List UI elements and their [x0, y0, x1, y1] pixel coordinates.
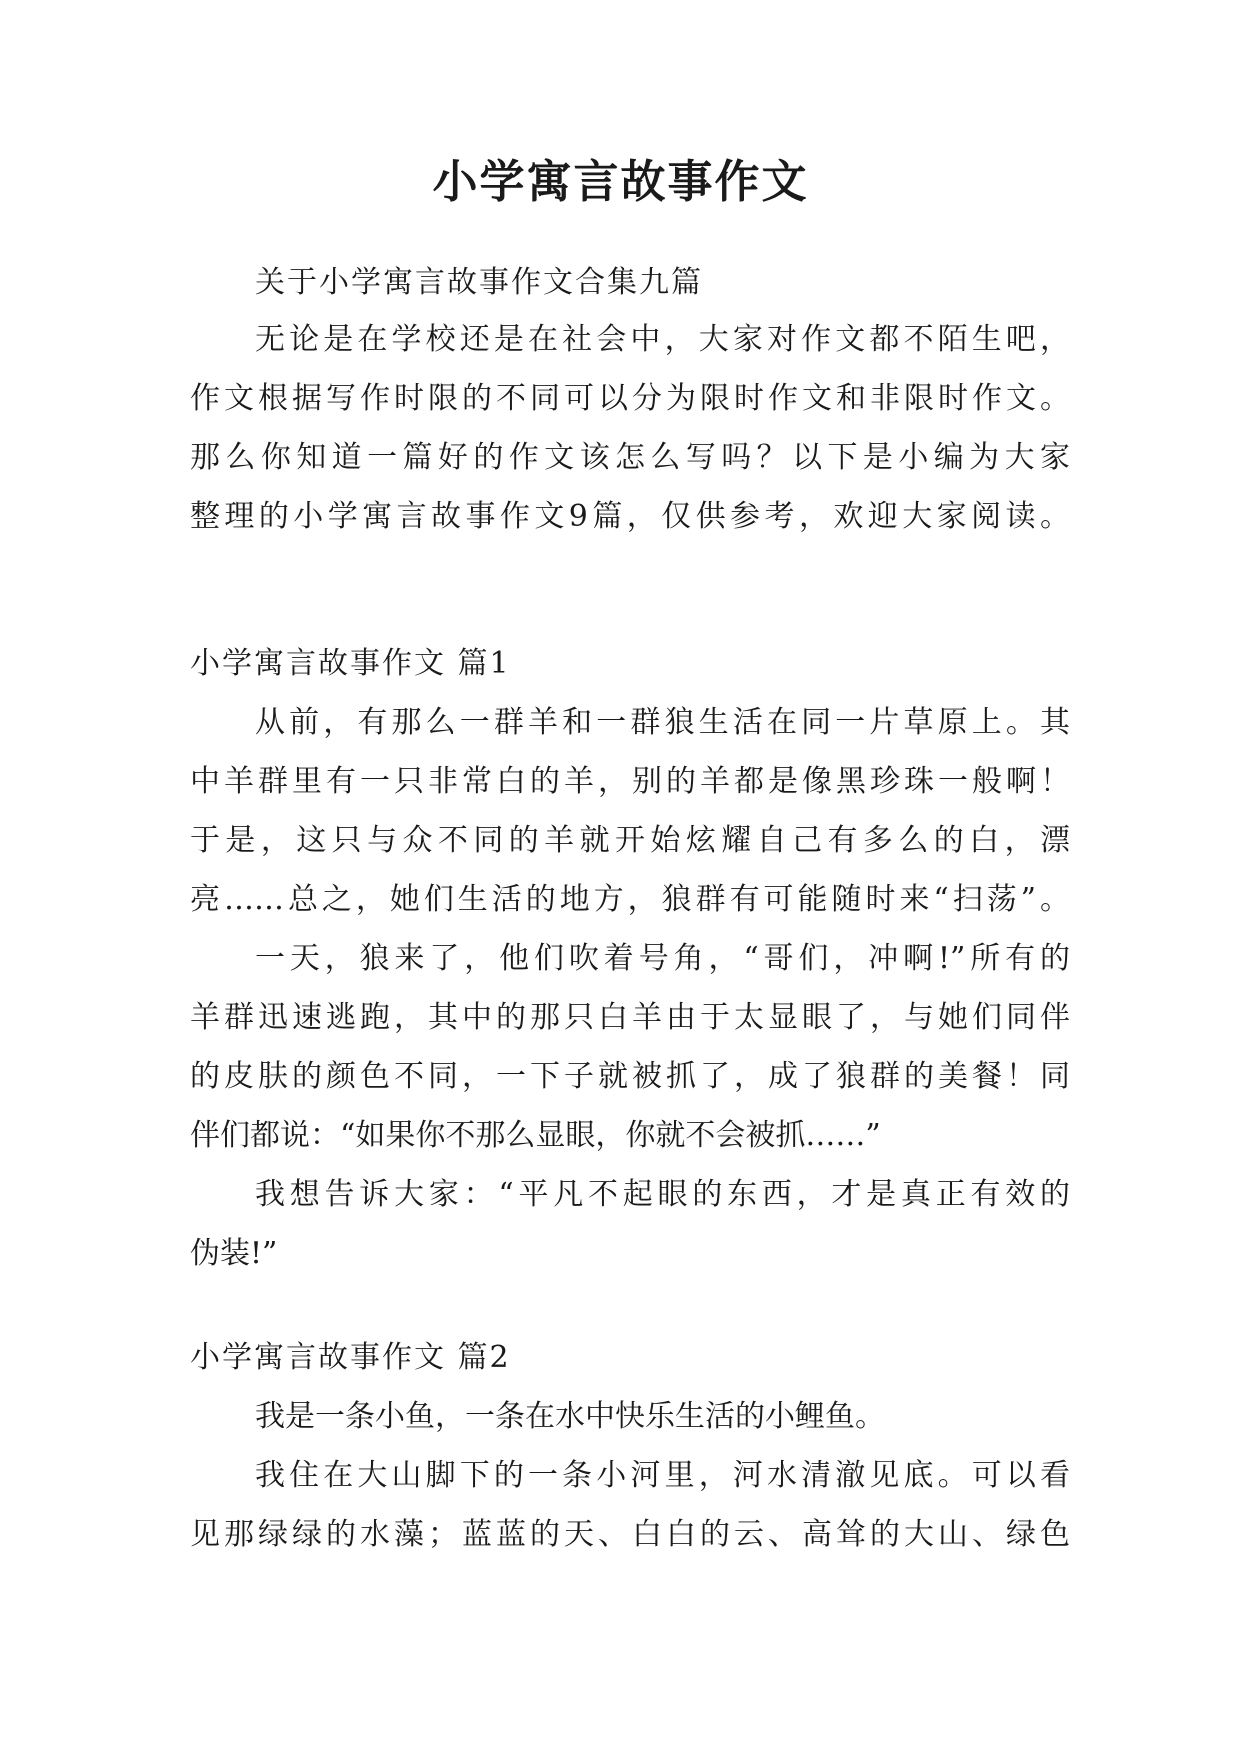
- section-heading-1: 小学寓言故事作文 篇1: [190, 646, 511, 681]
- document-title: 小学寓言故事作文: [432, 155, 809, 208]
- intro-subtitle: 关于小学寓言故事作文合集九篇: [255, 265, 703, 300]
- section2-line: 我是一条小鱼，一条在水中快乐生活的小鲤鱼。: [255, 1399, 885, 1434]
- section1-line: 伪装!”: [190, 1236, 278, 1271]
- section1-line: 的皮肤的颜色不同，一下子就被抓了，成了狼群的美餐！同: [190, 1059, 1070, 1094]
- intro-paragraph-line: 作文根据写作时限的不同可以分为限时作文和非限时作文。: [190, 381, 1070, 416]
- section2-line: 我住在大山脚下的一条小河里，河水清澈见底。可以看: [255, 1458, 1070, 1493]
- section1-line: 中羊群里有一只非常白的羊，别的羊都是像黑珍珠一般啊！: [190, 764, 1070, 799]
- section2-line: 见那绿绿的水藻；蓝蓝的天、白白的云、高耸的大山、绿色: [190, 1517, 1070, 1552]
- section1-line: 亮……总之，她们生活的地方，狼群有可能随时来“扫荡”。: [190, 882, 1070, 917]
- section1-line: 一天，狼来了，他们吹着号角，“哥们，冲啊!”所有的: [255, 941, 1070, 976]
- intro-paragraph-line: 整理的小学寓言故事作文9篇，仅供参考，欢迎大家阅读。: [190, 499, 1070, 534]
- section1-line: 从前，有那么一群羊和一群狼生活在同一片草原上。其: [255, 705, 1070, 740]
- section1-line: 羊群迅速逃跑，其中的那只白羊由于太显眼了，与她们同伴: [190, 1000, 1070, 1035]
- intro-paragraph-line: 那么你知道一篇好的作文该怎么写吗？以下是小编为大家: [190, 440, 1070, 475]
- section1-line: 我想告诉大家：“平凡不起眼的东西，才是真正有效的: [255, 1177, 1070, 1212]
- intro-paragraph-line: 无论是在学校还是在社会中，大家对作文都不陌生吧，: [255, 322, 1070, 357]
- section1-line: 于是，这只与众不同的羊就开始炫耀自己有多么的白，漂: [190, 823, 1070, 858]
- section1-line: 伴们都说：“如果你不那么显眼，你就不会被抓……”: [190, 1118, 881, 1153]
- section-heading-2: 小学寓言故事作文 篇2: [190, 1340, 511, 1375]
